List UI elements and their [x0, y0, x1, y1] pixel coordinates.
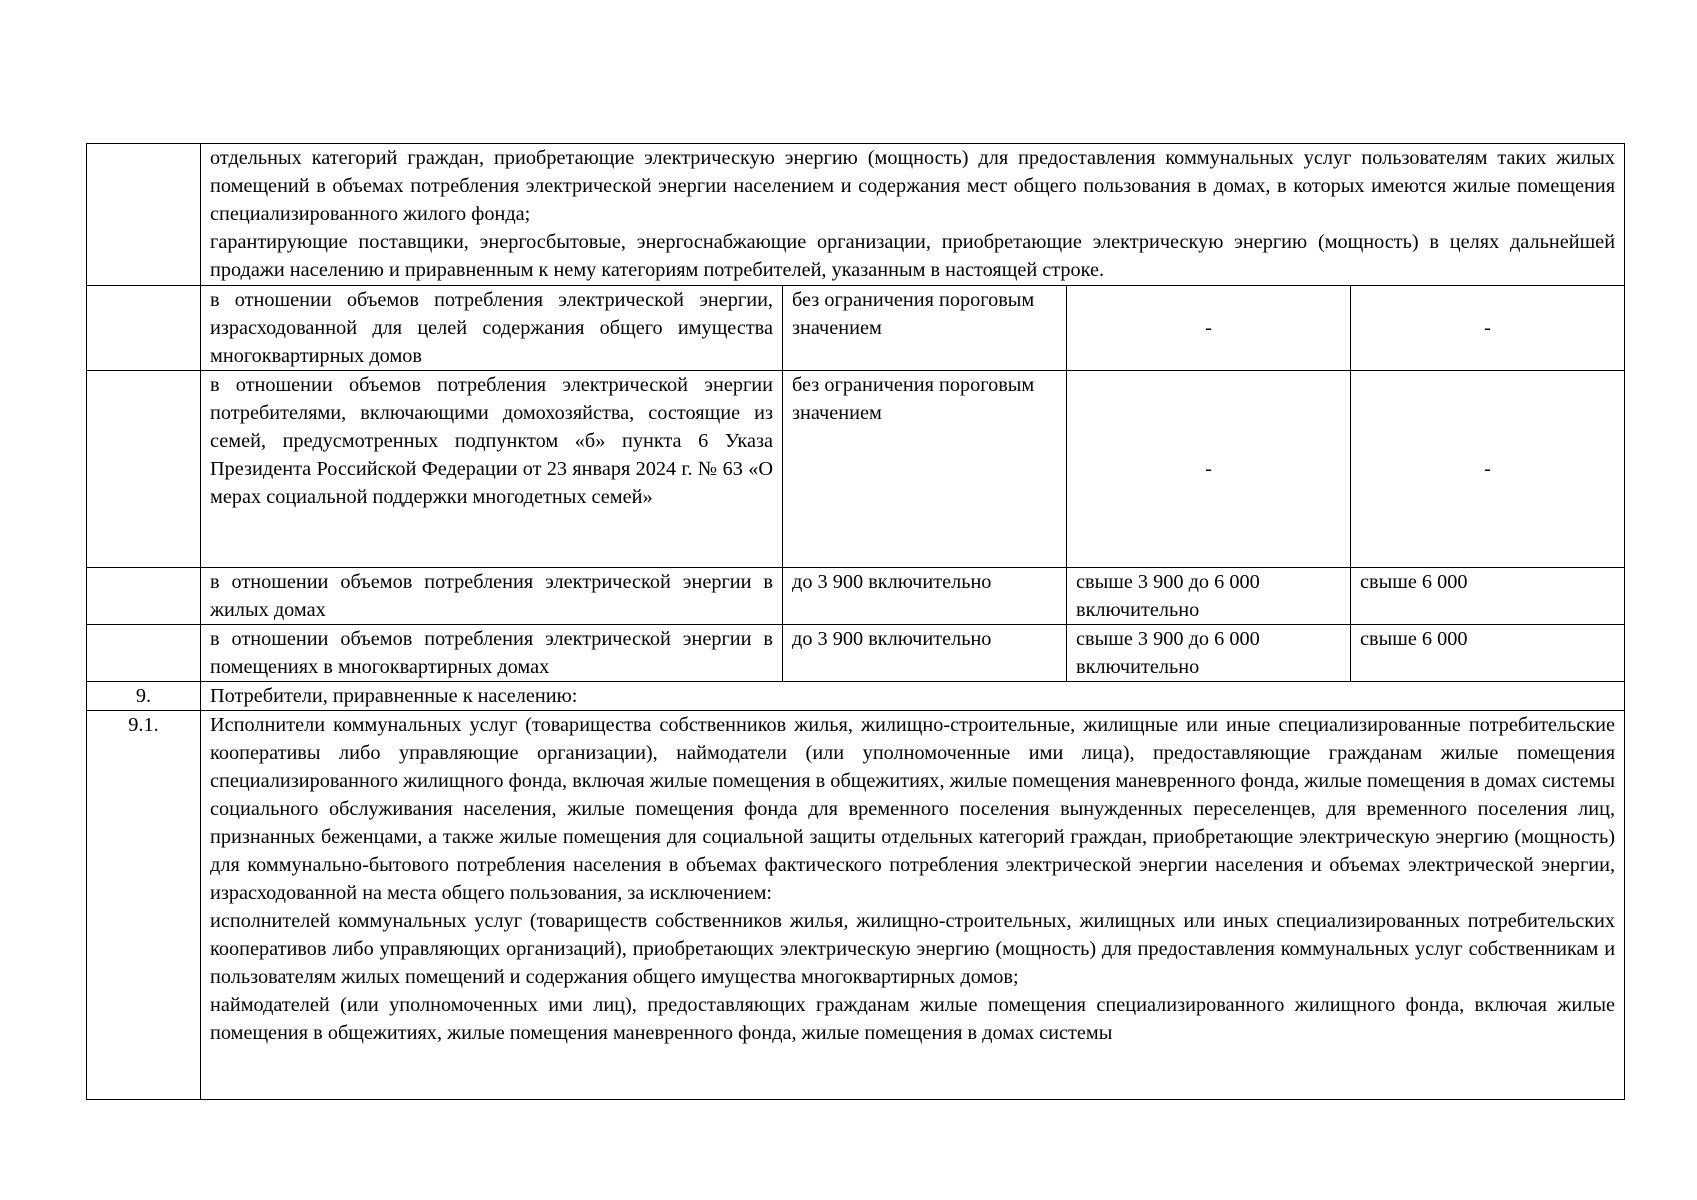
threshold-high-cell: свыше 6 000: [1351, 625, 1625, 682]
threshold-mid-cell: свыше 3 900 до 6 000 включительно: [1067, 568, 1351, 625]
row-number-cell: 9.: [87, 682, 201, 711]
paragraph: отдельных категорий граждан, приобретающие электрическую энергию (мощность) для предоставления коммунальных услуг пользователям таких жилых помещений в объемах потребления электрической энергии населением и содержания мест общего пользования в домах, в которых имеются жилые помещения специализированного жилого фонда;: [210, 147, 1616, 225]
row-number-cell: [87, 568, 201, 625]
threshold-low-cell: без ограничения пороговым значением: [783, 286, 1067, 371]
table-row: [87, 144, 1625, 286]
table-row: [87, 568, 1625, 625]
row-number-cell: [87, 286, 201, 371]
paragraph: гарантирующие поставщики, энергосбытовые, энергоснабжающие организации, приобретающие электрическую энергию (мощность) в целях дальнейшей продажи населению и приравненным к нему категориям потребителей, указанным в настоящей строке.: [210, 231, 1616, 281]
threshold-low-cell: до 3 900 включительно: [783, 625, 1067, 682]
row-number-cell: 9.1.: [87, 711, 201, 1100]
table-row: [87, 682, 1625, 711]
paragraph: Исполнители коммунальных услуг (товарищества собственников жилья, жилищно-строительные, жилищные или иные специализированные потребительские кооперативы либо управляющие организации), наймодатели (или уполномоченные ими лица), предоставляющие гражданам жилые помещения специализированного жилищного фонда, включая жилые помещения в общежитиях, жилые помещения маневренного фонда, жилые помещения в домах системы социального обслуживания населения, жилые помещения фонда для временного поселения вынужденных переселенцев, для временного поселения лиц, признанных беженцами, а также жилые помещения для социальной защиты отдельных категорий граждан, приобретающие электрическую энергию (мощность) для коммунально-бытового потребления населения в объемах фактического потребления электрической энергии населения и объемах электрической энергии, израсходованной на места общего пользования, за исключением:: [210, 714, 1616, 904]
threshold-high-cell: -: [1351, 371, 1625, 568]
paragraph: наймодателей (или уполномоченных ими лиц), предоставляющих гражданам жилые помещения специализированного жилищного фонда, включая жилые помещения в общежитиях, жилые помещения маневренного фонда, жилые помещения в домах системы: [210, 994, 1616, 1044]
table-row: [87, 711, 1625, 1100]
row-number-cell: [87, 371, 201, 568]
table-row: [87, 625, 1625, 682]
paragraph: исполнителей коммунальных услуг (товариществ собственников жилья, жилищно-строительных, жилищных или иных специализированных потребительских кооперативов либо управляющих организаций), приобретающих электрическую энергию (мощность) для предоставления коммунальных услуг собственникам и пользователям жилых помещений и содержания общего имущества многоквартирных домов;: [210, 910, 1616, 988]
category-heading-cell: Потребители, приравненные к населению:: [201, 682, 1625, 711]
category-description-cell: [201, 711, 1625, 1100]
consumption-description-cell: в отношении объемов потребления электрической энергии, израсходованной для целей содержания общего имущества многоквартирных домов: [201, 286, 783, 371]
threshold-low-cell: до 3 900 включительно: [783, 568, 1067, 625]
threshold-high-cell: -: [1351, 286, 1625, 371]
table-row: [87, 286, 1625, 371]
consumption-description-cell: в отношении объемов потребления электрической энергии в жилых домах: [201, 568, 783, 625]
row-number-cell: [87, 144, 201, 286]
threshold-high-cell: свыше 6 000: [1351, 568, 1625, 625]
table-row: [87, 371, 1625, 568]
tariff-table: [86, 143, 1625, 1100]
threshold-mid-cell: -: [1067, 371, 1351, 568]
row-number-cell: [87, 625, 201, 682]
consumption-description-cell: в отношении объемов потребления электрической энергии в помещениях в многоквартирных домах: [201, 625, 783, 682]
threshold-mid-cell: -: [1067, 286, 1351, 371]
threshold-mid-cell: свыше 3 900 до 6 000 включительно: [1067, 625, 1351, 682]
consumption-description-cell: в отношении объемов потребления электрической энергии потребителями, включающими домохозяйства, состоящие из семей, предусмотренных подпунктом «б» пункта 6 Указа Президента Российской Федерации от 23 января 2024 г. № 63 «О мерах социальной поддержки многодетных семей»: [201, 371, 783, 568]
continuation-text-cell: [201, 144, 1625, 286]
threshold-low-cell: без ограничения пороговым значением: [783, 371, 1067, 568]
